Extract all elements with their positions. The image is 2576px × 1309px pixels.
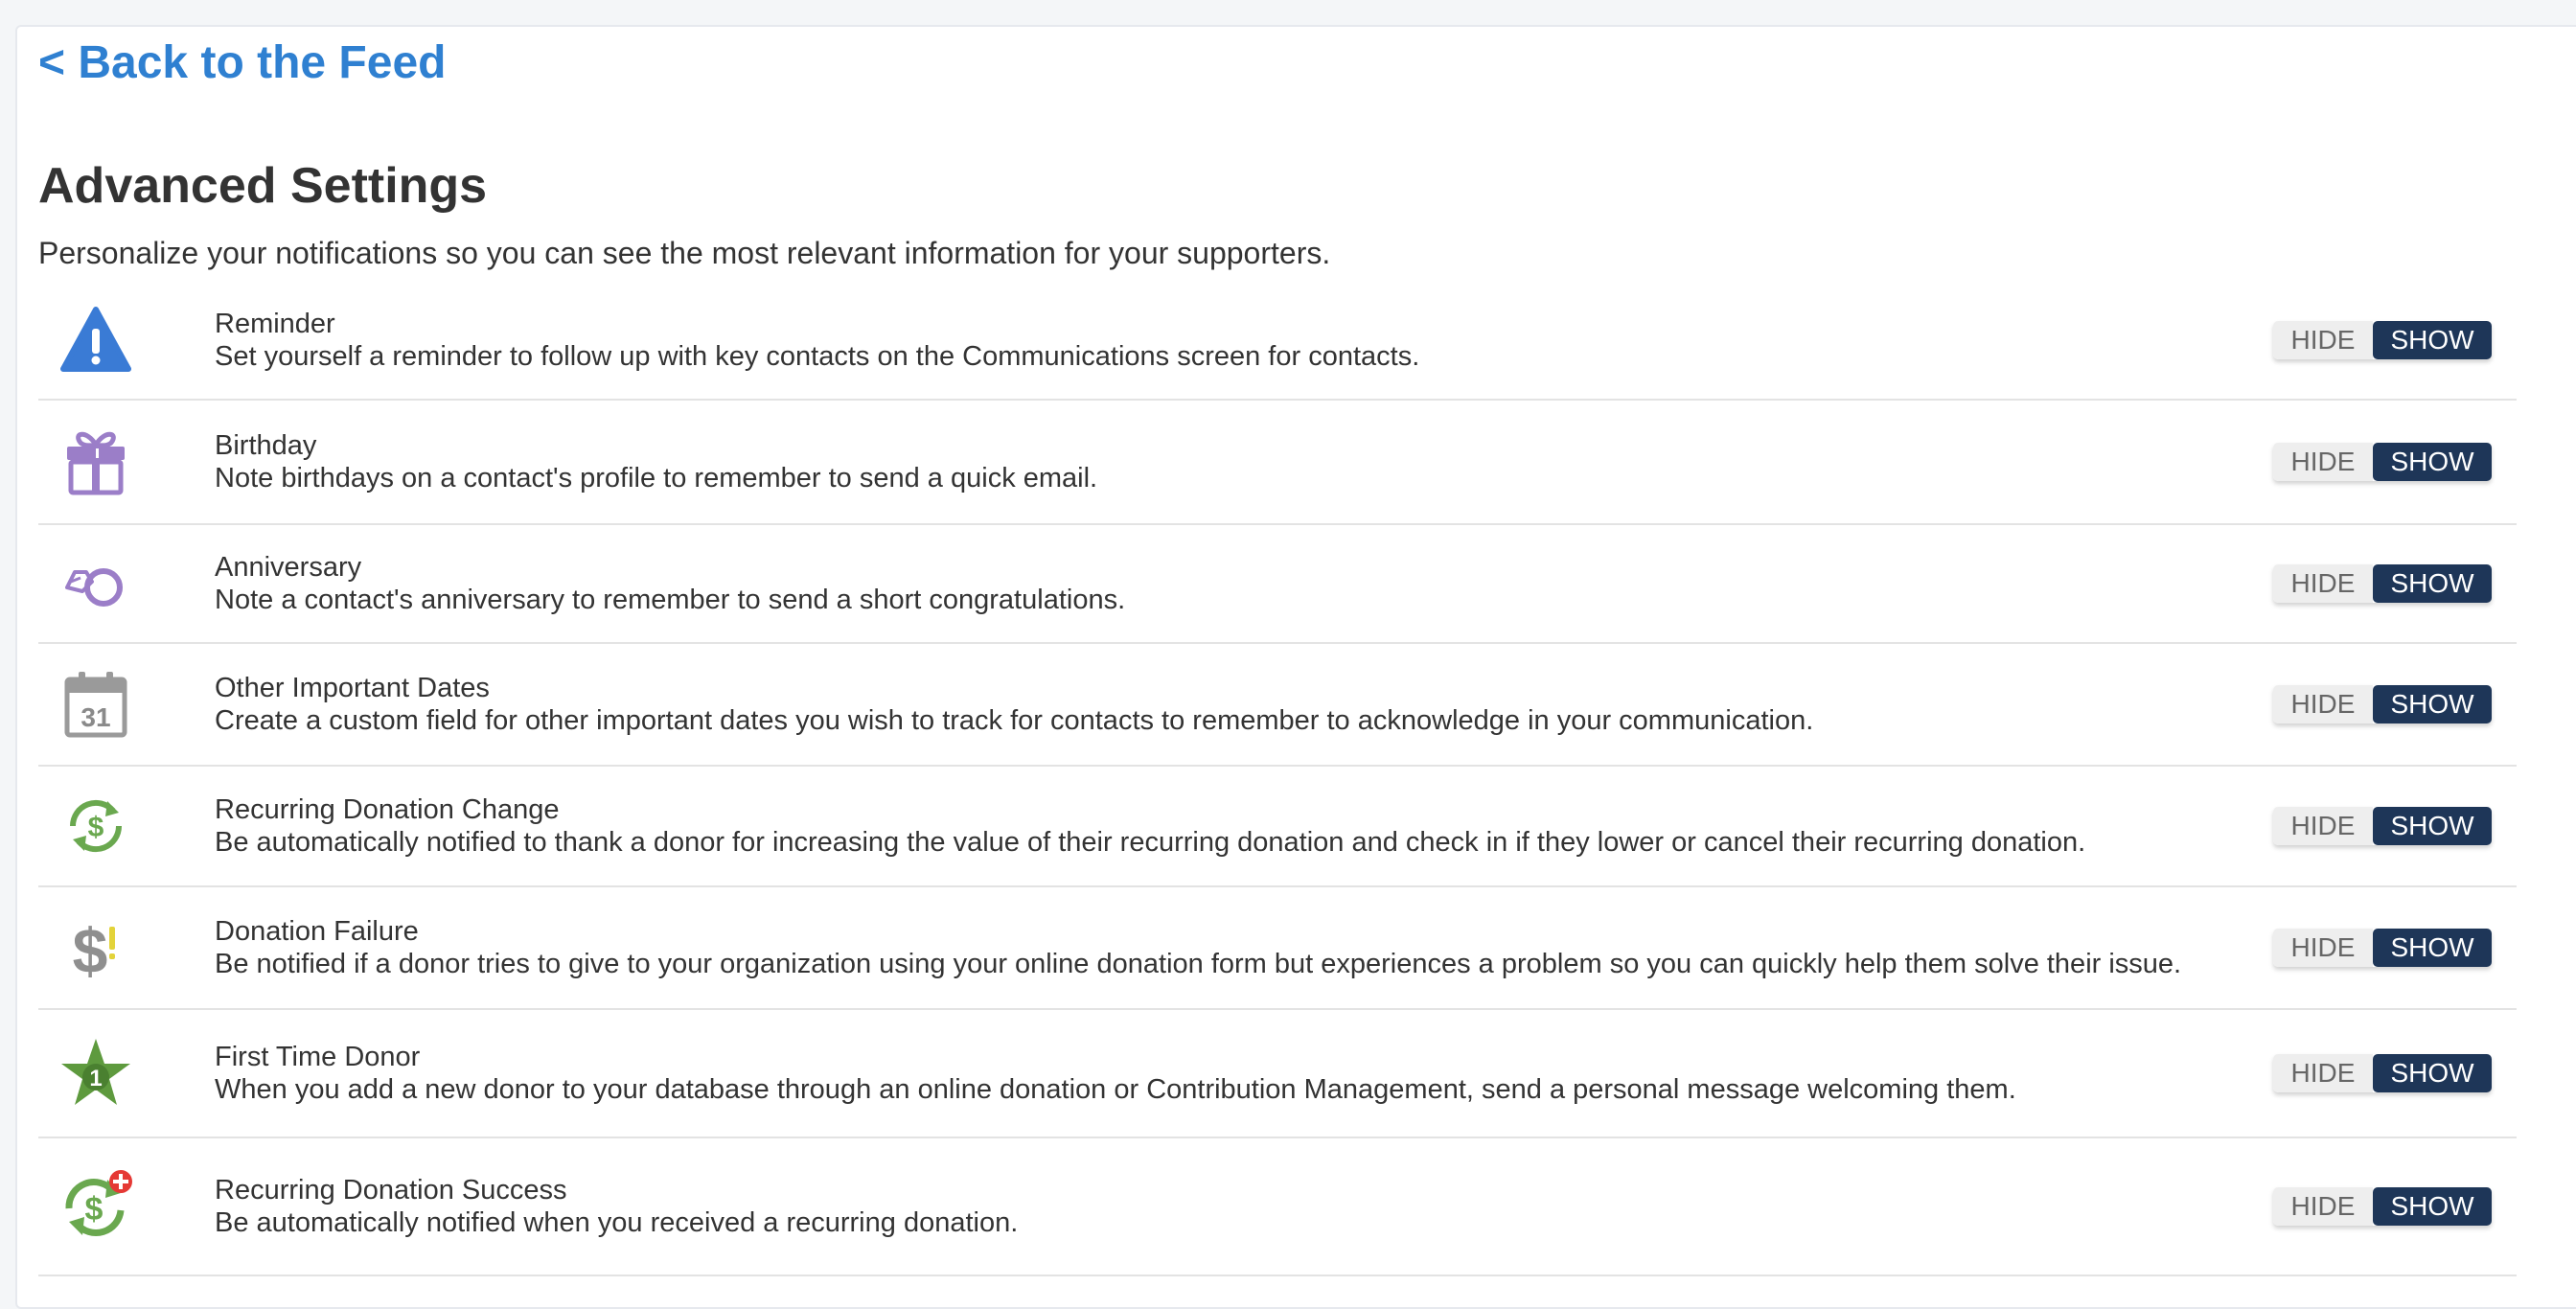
setting-title: Anniversary xyxy=(215,552,362,583)
page-subtitle: Personalize your notifications so you can see the most relevant information for your supporters. xyxy=(38,236,1331,270)
setting-description: Note a contact's anniversary to remember to send a short congratulations. xyxy=(215,585,1126,615)
ring-icon xyxy=(58,545,134,622)
hide-button[interactable]: HIDE xyxy=(2273,1054,2373,1092)
setting-row-recurring-donation-success xyxy=(38,1138,2517,1276)
star-number: 1 xyxy=(89,1066,103,1091)
setting-title: Donation Failure xyxy=(215,916,419,947)
visibility-toggle xyxy=(2273,1054,2492,1092)
show-button[interactable]: SHOW xyxy=(2373,443,2492,481)
setting-title: Recurring Donation Success xyxy=(215,1175,567,1206)
visibility-toggle xyxy=(2273,685,2492,723)
setting-title: Other Important Dates xyxy=(215,673,490,703)
setting-row-anniversary xyxy=(38,525,2517,644)
setting-row-reminder xyxy=(38,282,2517,401)
visibility-toggle xyxy=(2273,321,2492,359)
visibility-toggle xyxy=(2273,564,2492,603)
setting-row-birthday xyxy=(38,401,2517,525)
setting-row-donation-failure xyxy=(38,887,2517,1010)
setting-row-first-time-donor xyxy=(38,1010,2517,1138)
show-button[interactable]: SHOW xyxy=(2373,685,2492,723)
visibility-toggle xyxy=(2273,443,2492,481)
hide-button[interactable]: HIDE xyxy=(2273,807,2373,845)
setting-description: Create a custom field for other important dates you wish to track for contacts to remember to acknowledge in your communication. xyxy=(215,705,1814,736)
setting-description: Be automatically notified to thank a donor for increasing the value of their recurring donation and check in if they lower or cancel their recurring donation. xyxy=(215,827,2086,858)
calendar-day: 31 xyxy=(80,702,111,732)
setting-title: Reminder xyxy=(215,309,335,339)
setting-row-recurring-donation-change xyxy=(38,767,2517,887)
svg-text:$: $ xyxy=(87,812,104,843)
dollar-alert-icon xyxy=(58,909,134,986)
setting-row-other-important-dates xyxy=(38,644,2517,767)
setting-description: Be notified if a donor tries to give to your organization using your online donation form but experiences a problem so you can quickly help them solve their issue. xyxy=(215,949,2182,979)
recurring-dollar-icon xyxy=(58,788,134,864)
setting-title: First Time Donor xyxy=(215,1042,421,1072)
setting-title: Recurring Donation Change xyxy=(215,794,560,825)
setting-description: Set yourself a reminder to follow up with key contacts on the Communications screen for contacts. xyxy=(215,341,1420,372)
setting-description: Be automatically notified when you received a recurring donation. xyxy=(215,1207,1019,1238)
setting-description: When you add a new donor to your database through an online donation or Contribution Management, send a personal message welcoming them. xyxy=(215,1074,2016,1105)
show-button[interactable]: SHOW xyxy=(2373,929,2492,967)
visibility-toggle xyxy=(2273,807,2492,845)
show-button[interactable]: SHOW xyxy=(2373,1187,2492,1226)
svg-text:$: $ xyxy=(72,915,108,986)
back-to-feed-link[interactable]: < Back to the Feed xyxy=(38,37,447,88)
gift-icon xyxy=(58,424,134,500)
show-button[interactable]: SHOW xyxy=(2373,807,2492,845)
page-title: Advanced Settings xyxy=(38,158,488,214)
hide-button[interactable]: HIDE xyxy=(2273,564,2373,603)
show-button[interactable]: SHOW xyxy=(2373,1054,2492,1092)
visibility-toggle xyxy=(2273,929,2492,967)
show-button[interactable]: SHOW xyxy=(2373,564,2492,603)
hide-button[interactable]: HIDE xyxy=(2273,685,2373,723)
warning-icon xyxy=(58,302,134,379)
calendar-icon xyxy=(58,666,134,743)
setting-description: Note birthdays on a contact's profile to remember to send a quick email. xyxy=(215,463,1098,494)
star-icon xyxy=(58,1035,134,1112)
hide-button[interactable]: HIDE xyxy=(2273,443,2373,481)
visibility-toggle xyxy=(2273,1187,2492,1226)
notification-settings-list xyxy=(38,282,2517,1276)
hide-button[interactable]: HIDE xyxy=(2273,929,2373,967)
svg-text:$: $ xyxy=(84,1191,104,1228)
recurring-dollar-plus-icon xyxy=(58,1168,134,1245)
setting-title: Birthday xyxy=(215,430,317,461)
hide-button[interactable]: HIDE xyxy=(2273,321,2373,359)
hide-button[interactable]: HIDE xyxy=(2273,1187,2373,1226)
show-button[interactable]: SHOW xyxy=(2373,321,2492,359)
